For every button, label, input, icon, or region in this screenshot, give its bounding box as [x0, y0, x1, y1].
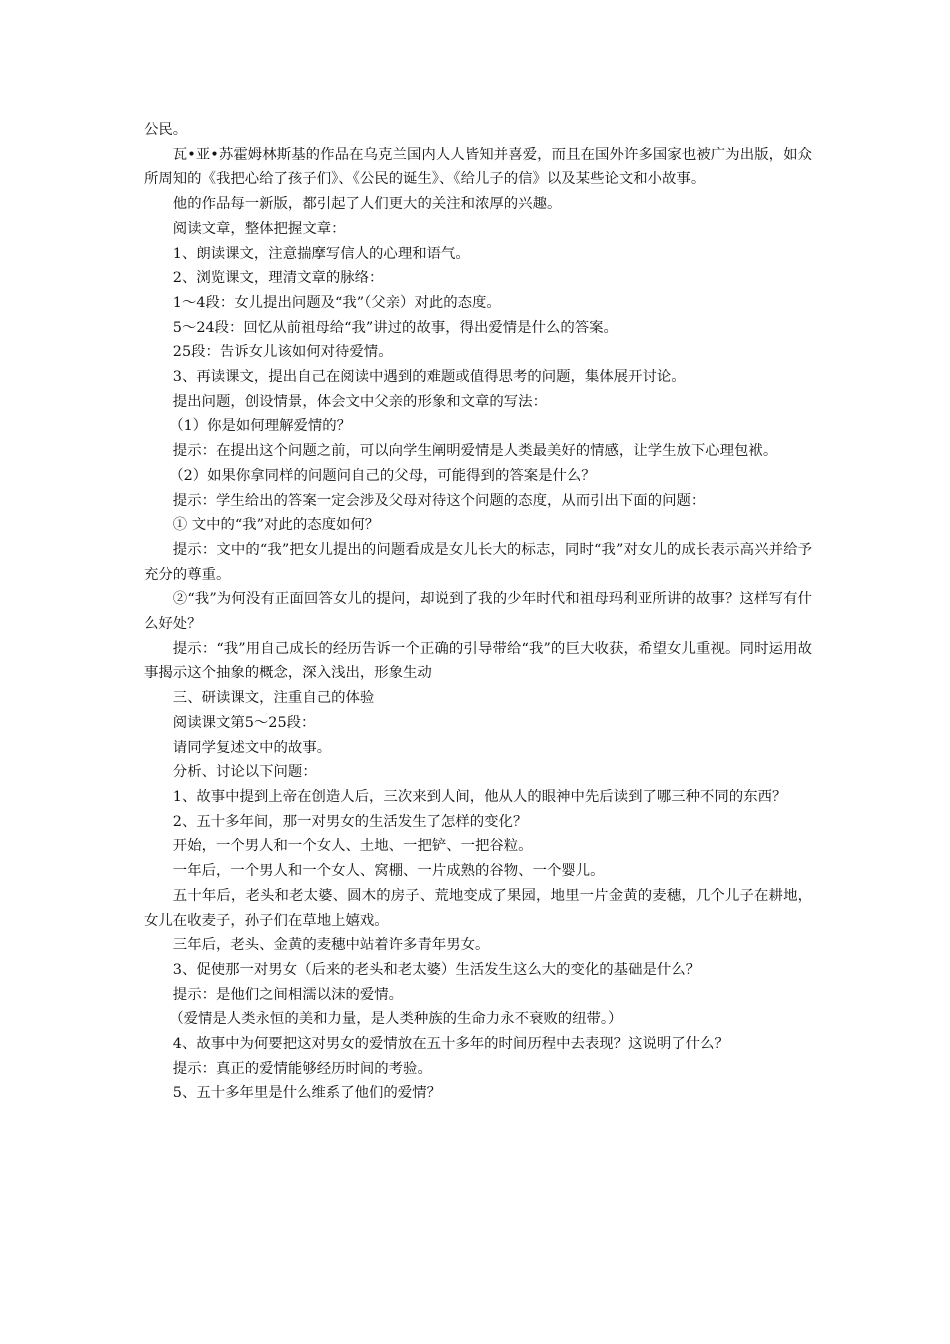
paragraph: 2、五十多年间，那一对男女的生活发生了怎样的变化？ — [172, 813, 528, 830]
paragraph: 提示：在提出这个问题之前，可以向学生阐明爱情是人类最美好的情感，让学生放下心理包袱。 — [172, 443, 778, 460]
document-page — [144, 118, 812, 1106]
paragraph: （1）你是如何理解爱情的？ — [169, 418, 352, 435]
paragraph: 五十年后，老头和老太婆、圆木的房子、荒地变成了果园，地里一片金黄的麦穗，几个儿子在耕地，女儿在收麦子，孙子们在草地上嬉戏。 — [144, 887, 812, 929]
paragraph: 4、故事中为何要把这对男女的爱情放在五十多年的时间历程中去表现？这说明了什么？ — [172, 1036, 729, 1053]
paragraph: 提示：文中的“我”把女儿提出的问题看成是女儿长大的标志，同时“我”对女儿的成长表示高兴并给予充分的尊重。 — [144, 541, 812, 583]
paragraph: 开始，一个男人和一个女人、土地、一把铲、一把谷粒。 — [172, 838, 533, 855]
paragraph: 分析、讨论以下问题： — [172, 764, 317, 781]
paragraph: 1～4段：女儿提出问题及“我”（父亲）对此的态度。 — [172, 294, 501, 311]
paragraph: 2、浏览课文，理清文章的脉络： — [172, 270, 384, 287]
paragraph: 5～24段：回忆从前祖母给“我”讲过的故事，得出爱情是什么的答案。 — [172, 319, 618, 336]
paragraph: 瓦•亚•苏霍姆林斯基的作品在乌克兰国内人人皆知并喜爱，而且在国外许多国家也被广为出版，如众所周知的《我把心给了孩子们》、《公民的诞生》、《给儿子的信》以及某些论文和小故事。 — [144, 146, 812, 188]
paragraph: 25段：告诉女儿该如何对待爱情。 — [172, 344, 393, 361]
paragraph: ②“我”为何没有正面回答女儿的提问，却说到了我的少年时代和祖母玛利亚所讲的故事？这样写有什么好处？ — [144, 591, 812, 633]
paragraph: 请同学复述文中的故事。 — [172, 739, 332, 756]
paragraph: 阅读课文第5～25段： — [172, 714, 316, 731]
paragraph: 3、再读课文，提出自己在阅读中遇到的难题或值得思考的问题，集体展开讨论。 — [172, 369, 686, 386]
paragraph: 3、促使那一对男女（后来的老头和老太婆）生活发生这么大的变化的基础是什么？ — [172, 961, 701, 978]
paragraph: 一年后，一个男人和一个女人、窝棚、一片成熟的谷物、一个婴儿。 — [172, 863, 605, 880]
section-heading: 三、研读课文，注重自己的体验 — [172, 690, 375, 707]
paragraph: 提示：真正的爱情能够经历时间的考验。 — [172, 1060, 432, 1077]
paragraph: 阅读文章，整体把握文章： — [172, 220, 346, 237]
paragraph: 1、故事中提到上帝在创造人后，三次来到人间，他从人的眼神中先后读到了哪三种不同的东西？ — [172, 788, 787, 805]
paragraph: 提示：学生给出的答案一定会涉及父母对待这个问题的态度，从而引出下面的问题： — [172, 492, 706, 509]
paragraph: ① 文中的“我”对此的态度如何？ — [172, 517, 380, 534]
paragraph: （2）如果你拿同样的问题问自己的父母，可能得到的答案是什么？ — [169, 467, 596, 484]
paragraph: 三年后，老头、金黄的麦穗中站着许多青年男女。 — [172, 937, 490, 954]
paragraph: 提出问题，创设情景，体会文中父亲的形象和文章的写法： — [172, 393, 547, 410]
paragraph: （爱情是人类永恒的美和力量，是人类种族的生命力永不衰败的纽带。） — [169, 1011, 623, 1028]
paragraph: 提示：是他们之间相濡以沫的爱情。 — [172, 986, 404, 1003]
paragraph: 提示：“我”用自己成长的经历告诉一个正确的引导带给“我”的巨大收获，希望女儿重视。同时运用故事揭示这个抽象的概念，深入浅出，形象生动 — [144, 640, 812, 682]
paragraph: 公民。 — [144, 122, 188, 138]
paragraph: 5、五十多年里是什么维系了他们的爱情？ — [172, 1085, 441, 1102]
paragraph: 1、朗读课文，注意揣摩写信人的心理和语气。 — [172, 245, 470, 262]
paragraph: 他的作品每一新版，都引起了人们更大的关注和浓厚的兴趣。 — [172, 196, 562, 213]
